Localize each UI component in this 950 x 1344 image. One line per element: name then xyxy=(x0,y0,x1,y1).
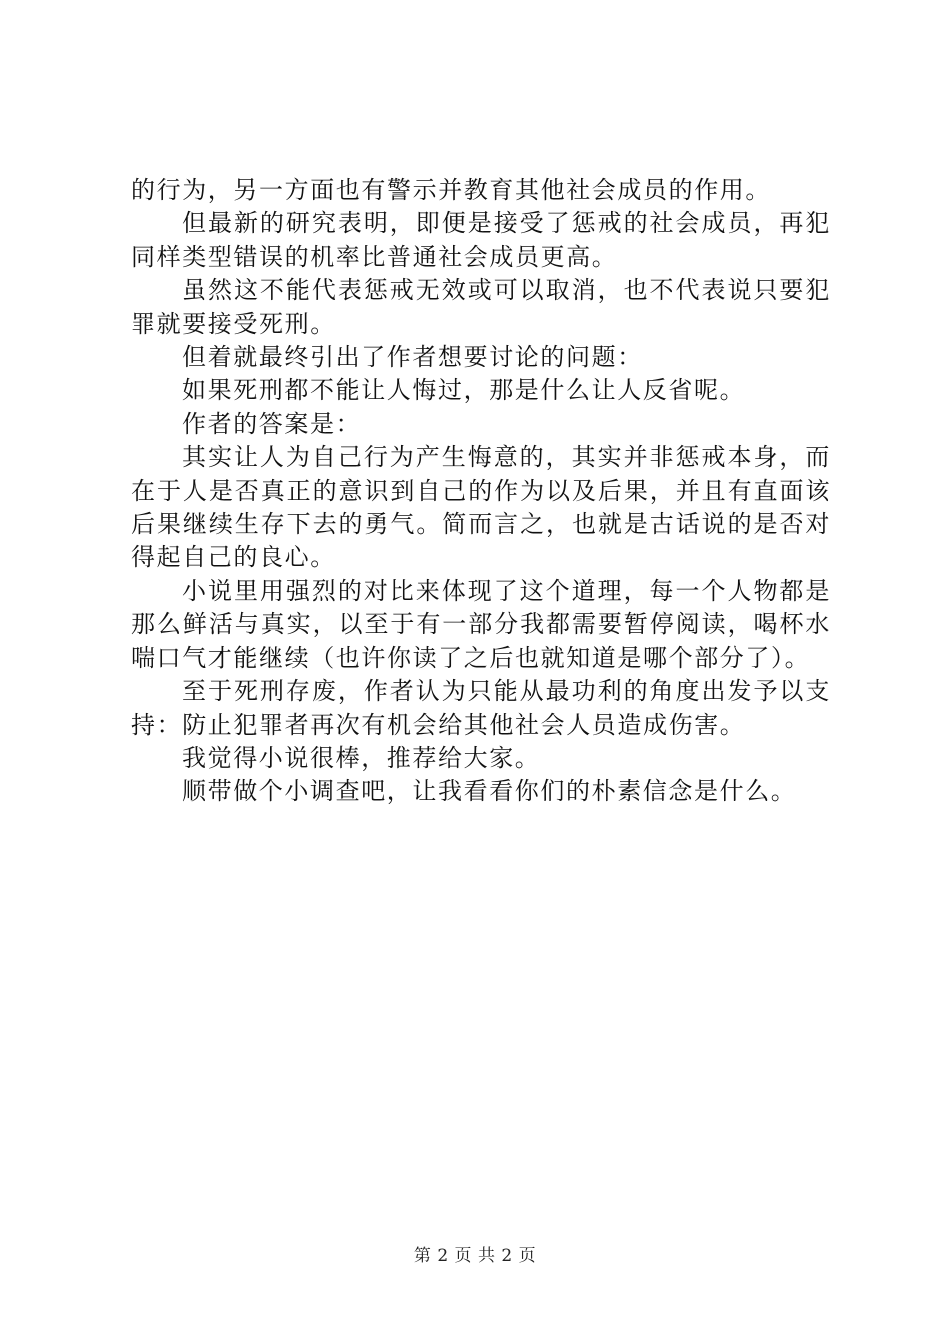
paragraph: 我觉得小说很棒，推荐给大家。 xyxy=(182,743,541,772)
paragraph: 但着就最终引出了作者想要讨论的问题： xyxy=(182,343,643,372)
page-number-footer: 第 2 页 共 2 页 xyxy=(413,1246,537,1266)
paragraph: 虽然这不能代表惩戒无效或可以取消，也不代表说只要犯罪就要接受死刑。 xyxy=(131,276,831,338)
paragraph: 至于死刑存废，作者认为只能从最功利的角度出发予以支持：防止犯罪者再次有机会给其他社会人员造成伤害。 xyxy=(131,677,831,739)
paragraph: 如果死刑都不能让人悔过，那是什么让人反省呢。 xyxy=(182,376,746,405)
paragraph: 顺带做个小调查吧，让我看看你们的朴素信念是什么。 xyxy=(182,777,797,806)
paragraph: 作者的答案是： xyxy=(182,409,362,438)
paragraph: 小说里用强烈的对比来体现了这个道理，每一个人物都是那么鲜活与真实，以至于有一部分我都需要暂停阅读，喝杯水喘口气才能继续（也许你读了之后也就知道是哪个部分了）。 xyxy=(131,576,831,672)
paragraph-continued: 的行为，另一方面也有警示并教育其他社会成员的作用。 xyxy=(131,176,771,204)
paragraph: 其实让人为自己行为产生悔意的，其实并非惩戒本身，而在于人是否真正的意识到自己的作为以及后果，并且有直面该后果继续生存下去的勇气。简而言之，也就是古话说的是否对得起自己的良心。 xyxy=(131,443,831,572)
paragraph: 但最新的研究表明，即便是接受了惩戒的社会成员，再犯同样类型错误的机率比普通社会成员更高。 xyxy=(131,209,831,271)
document-body xyxy=(131,174,831,809)
